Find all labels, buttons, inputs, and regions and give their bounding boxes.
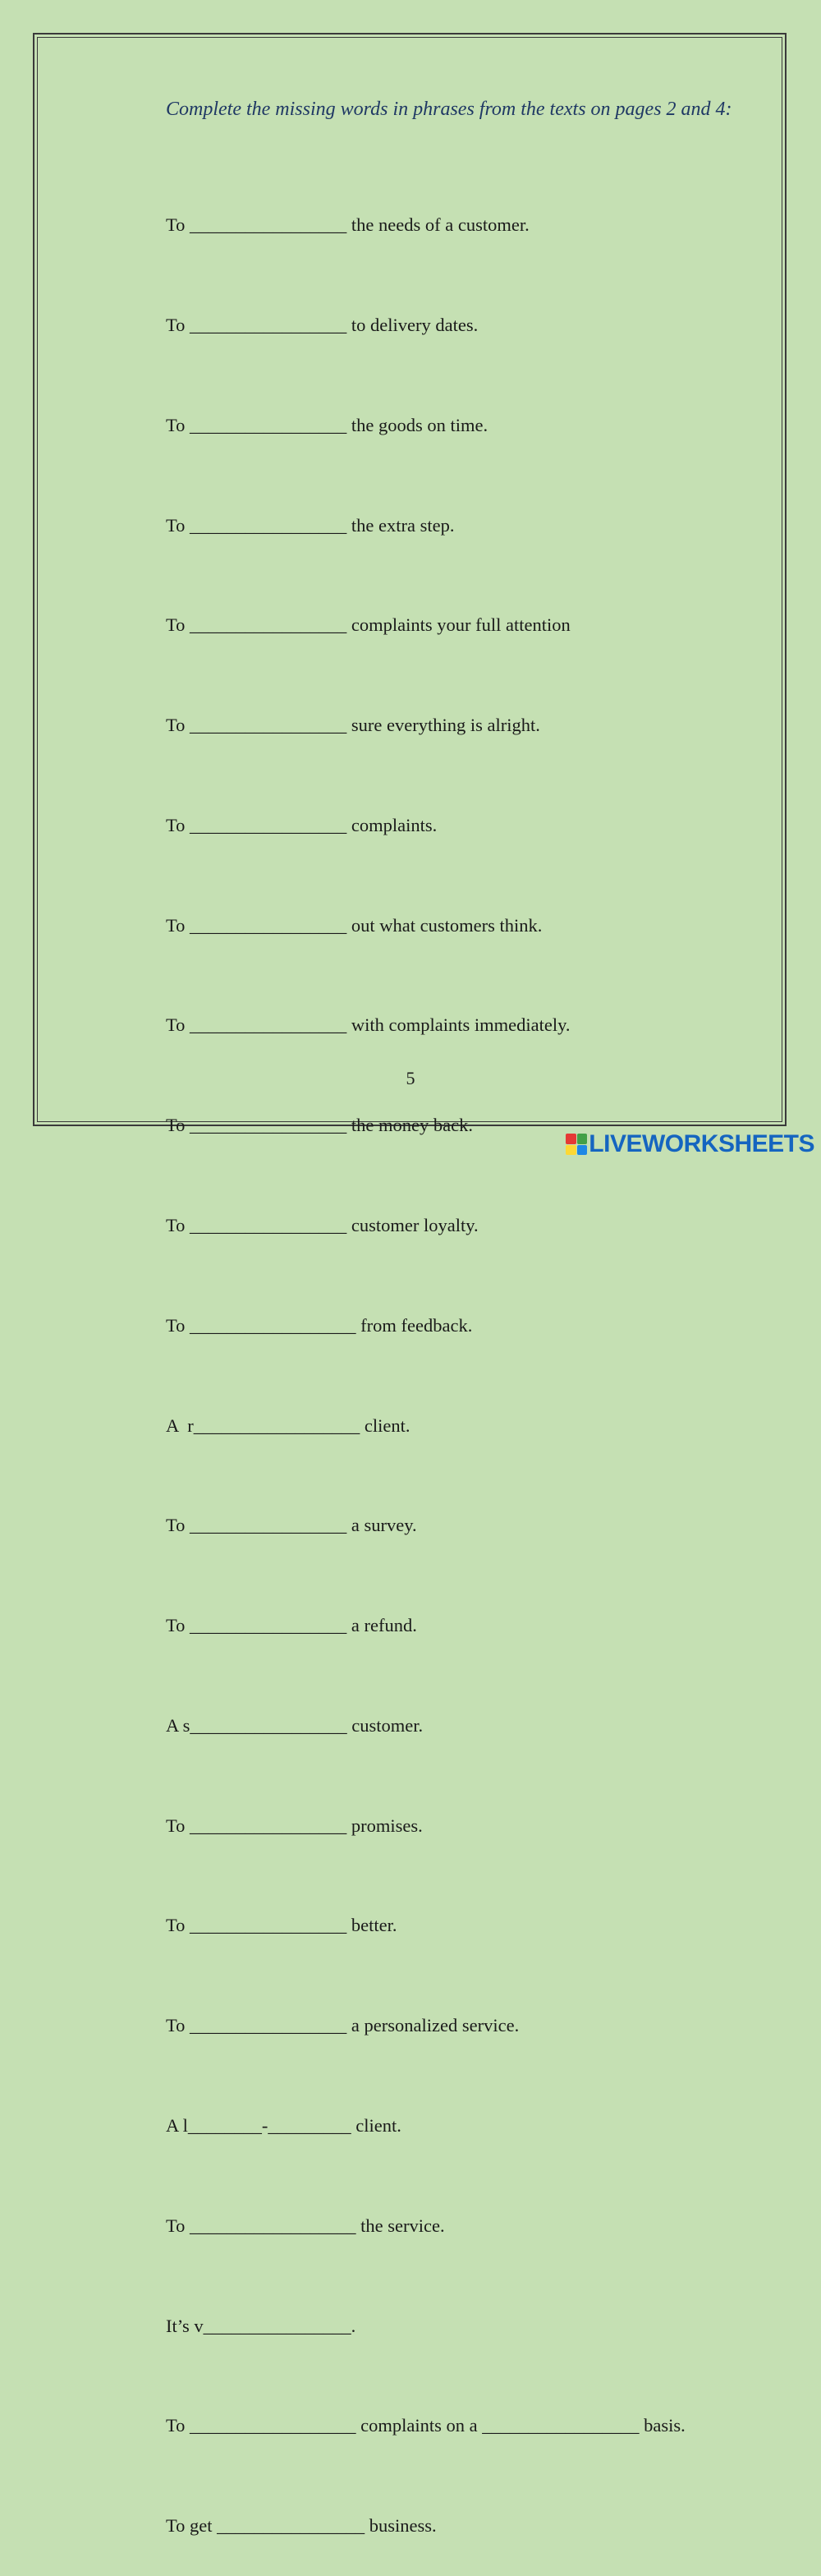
exercise-line: To __________________ from feedback. — [166, 1314, 473, 1336]
page-number: 5 — [406, 1068, 415, 1088]
exercise-line: A s_________________ customer. — [166, 1714, 424, 1736]
liveworksheets-logo-icon — [566, 1134, 587, 1155]
exercise-line: To _________________ the needs of a customer. — [166, 214, 530, 236]
exercise-line: To _________________ better. — [166, 1915, 397, 1936]
exercise-line: To _________________ sure everything is alright. — [166, 715, 540, 736]
exercise-line: To __________________ the service. — [166, 2215, 445, 2236]
exercise-line: To _________________ complaints your full attention — [166, 614, 571, 636]
liveworksheets-wordmark: LIVEWORKSHEETS — [589, 1130, 814, 1157]
exercise-line: To _________________ to delivery dates. — [166, 314, 479, 335]
instruction-heading: Complete the missing words in phrases from the texts on pages 2 and 4: — [166, 99, 732, 120]
exercise-line: To _________________ a personalized service. — [166, 2015, 520, 2036]
exercise-line: To _________________ complaints. — [166, 814, 438, 835]
liveworksheets-logo[interactable] — [566, 1130, 814, 1158]
exercise-line: A r__________________ client. — [166, 1414, 410, 1436]
exercise-line: To _________________ a refund. — [166, 1615, 417, 1636]
exercise-line: To _________________ promises. — [166, 1815, 423, 1836]
exercise-line: To _________________ out what customers think. — [166, 914, 543, 936]
exercise-line: It’s v________________. — [166, 2315, 356, 2336]
exercise-line: To _________________ customer loyalty. — [166, 1215, 479, 1235]
exercise-line: To __________________ complaints on a _________________ basis. — [166, 2415, 686, 2436]
exercise-line: A l________-_________ client. — [166, 2115, 401, 2137]
exercise-line: To get ________________ business. — [166, 2515, 437, 2537]
exercise-line: To _________________ a survey. — [166, 1515, 417, 1536]
exercise-line: To _________________ with complaints immediately. — [166, 1014, 571, 1036]
exercise-line: To _________________ the money back. — [166, 1115, 473, 1136]
exercise-line: To _________________ the goods on time. — [166, 414, 488, 435]
exercise-line: To _________________ the extra step. — [166, 514, 455, 536]
exercise-list — [166, 142, 686, 2576]
